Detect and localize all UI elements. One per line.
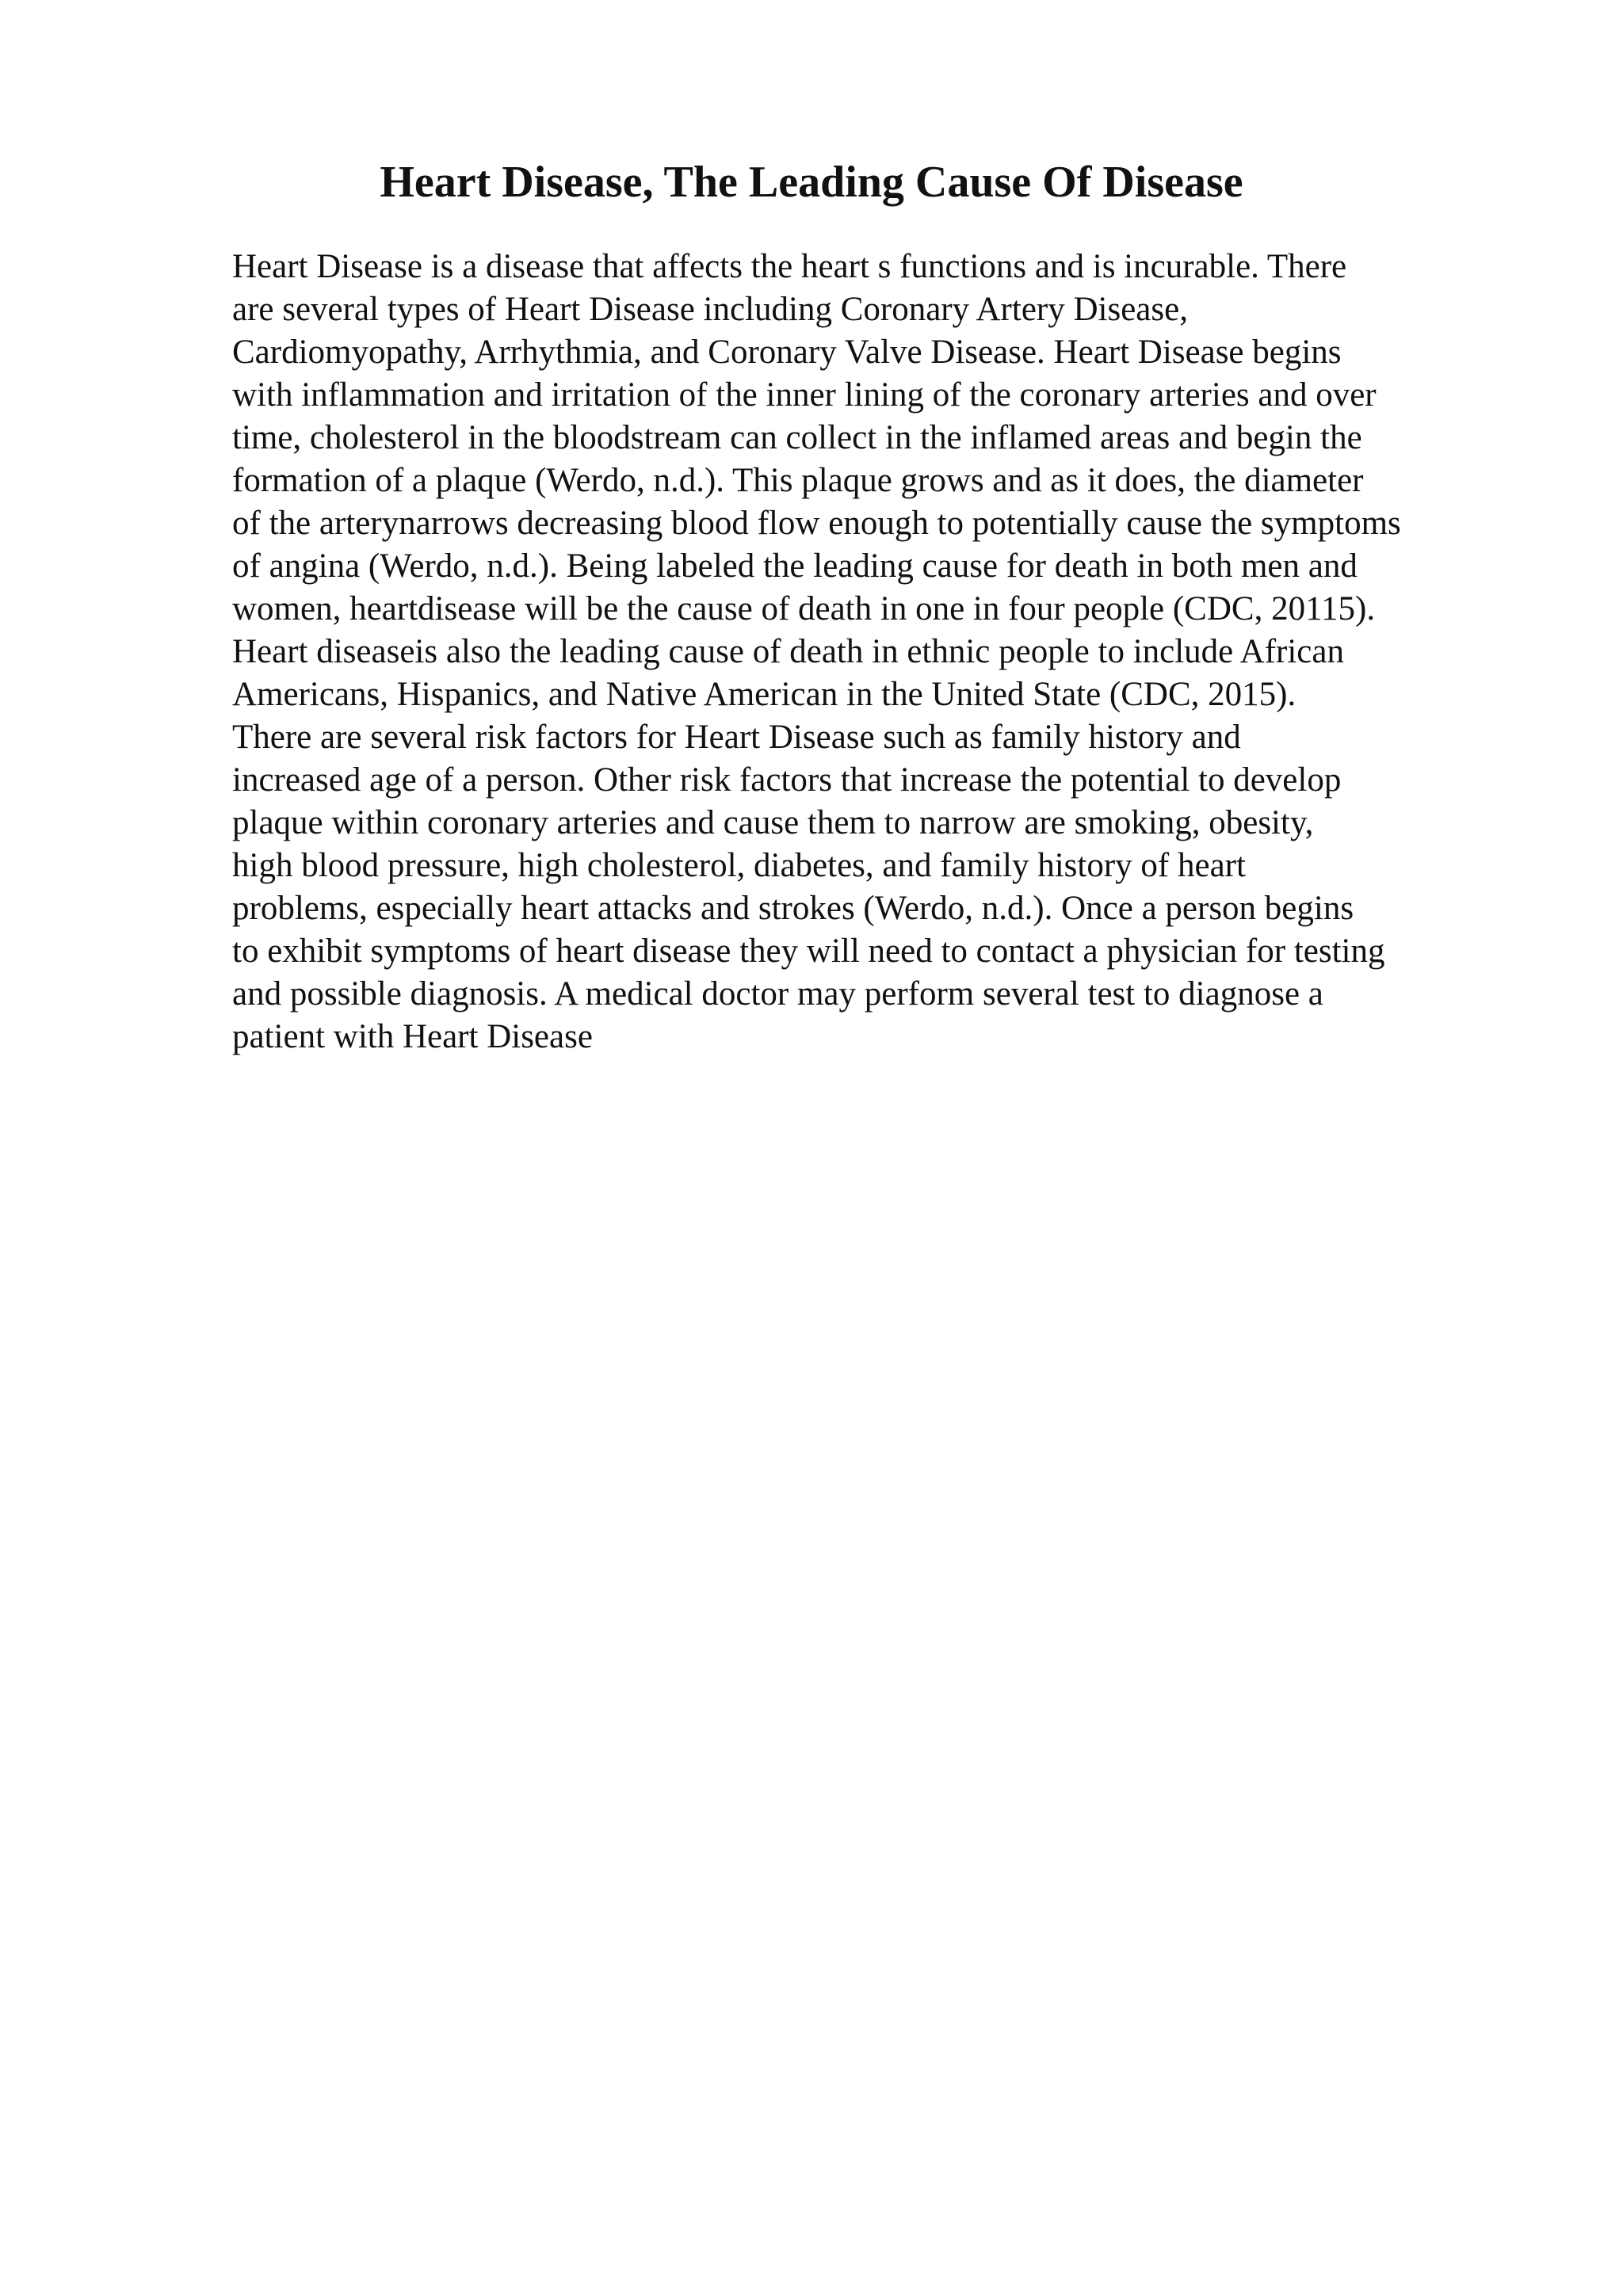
body-line: patient with Heart Disease [232,1018,593,1055]
body-line: of the arterynarrows decreasing blood flow enough to potentially cause the symptoms [232,505,1401,542]
body-line: women, heartdisease will be the cause of death in one in four people (CDC, 20115). [232,590,1376,627]
body-line: Cardiomyopathy, Arrhythmia, and Coronary Valve Disease. Heart Disease begins [232,334,1342,371]
body-line: problems, especially heart attacks and strokes (Werdo, n.d.). Once a person begins [232,890,1354,927]
document-body [232,246,1532,1058]
document-title: Heart Disease, The Leading Cause Of Disease [380,158,1243,207]
body-line: high blood pressure, high cholesterol, diabetes, and family history of heart [232,847,1246,884]
body-line: and possible diagnosis. A medical doctor may perform several test to diagnose a [232,975,1323,1013]
body-line: are several types of Heart Disease including Coronary Artery Disease, [232,291,1188,328]
body-line: of angina (Werdo, n.d.). Being labeled the leading cause for death in both men and [232,547,1358,585]
body-line: Heart Disease is a disease that affects the heart s functions and is incurable. There [232,248,1347,285]
body-line: to exhibit symptoms of heart disease they will need to contact a physician for testing [232,933,1385,970]
body-line: plaque within coronary arteries and cause them to narrow are smoking, obesity, [232,804,1314,841]
body-line: formation of a plaque (Werdo, n.d.). This plaque grows and as it does, the diameter [232,462,1364,499]
body-line: increased age of a person. Other risk factors that increase the potential to develop [232,761,1342,799]
body-line: Heart diseaseis also the leading cause of death in ethnic people to include African [232,633,1344,670]
body-line: with inflammation and irritation of the inner lining of the coronary arteries and over [232,376,1377,414]
body-line: There are several risk factors for Heart Disease such as family history and [232,719,1241,756]
body-line: time, cholesterol in the bloodstream can collect in the inflamed areas and begin the [232,419,1362,456]
body-line: Americans, Hispanics, and Native American in the United State (CDC, 2015). [232,676,1296,713]
